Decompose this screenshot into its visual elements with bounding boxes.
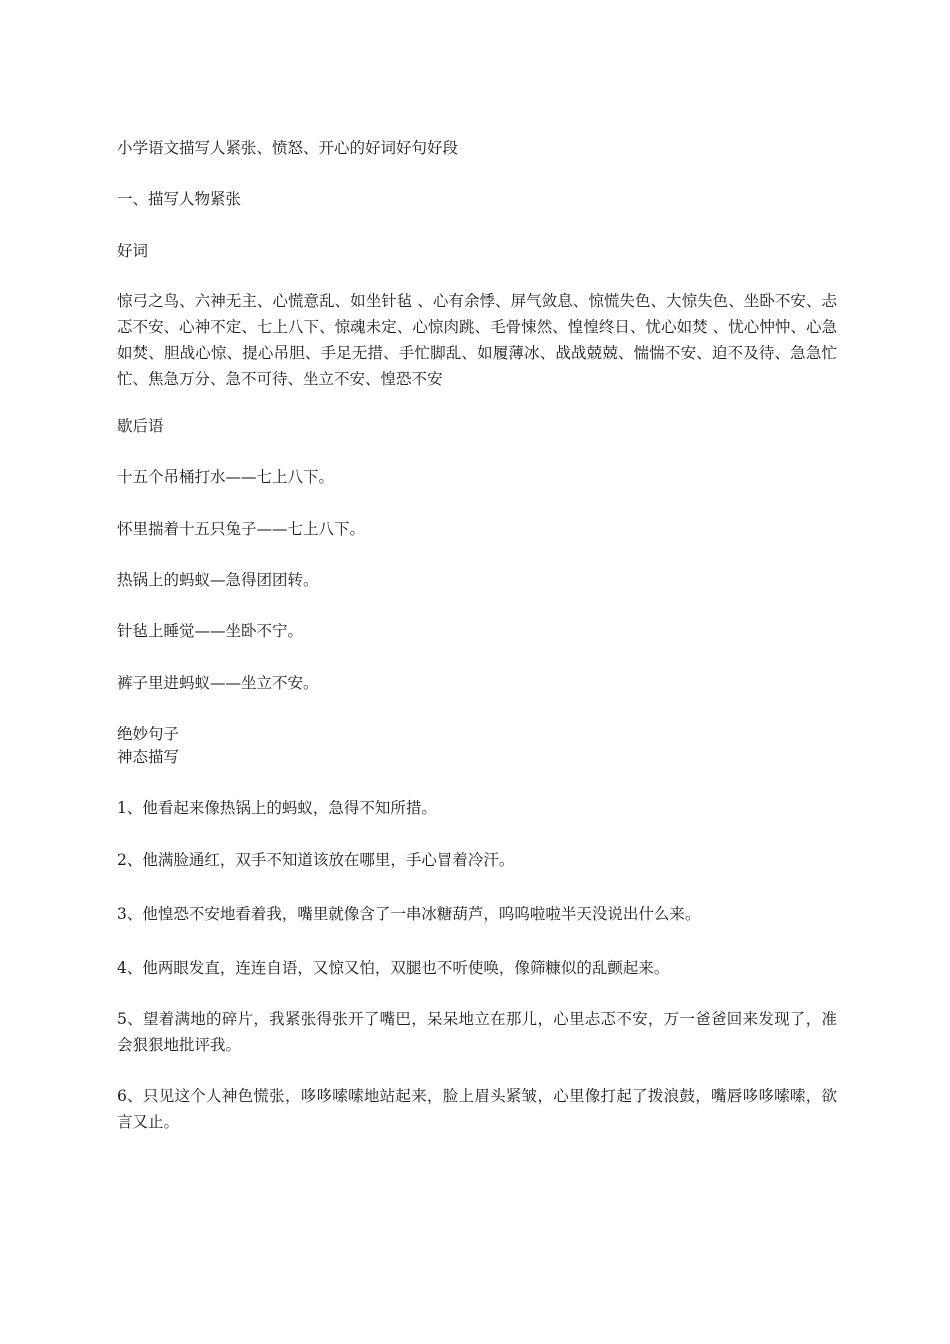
good-words-heading: 好词 bbox=[117, 242, 149, 260]
document-title: 小学语文描写人紧张、愤怒、开心的好词好句好段 bbox=[117, 139, 459, 157]
xiehouyu-item: 热锅上的蚂蚁—急得团团转。 bbox=[117, 571, 319, 589]
xiehouyu-item: 十五个吊桶打水——七上八下。 bbox=[117, 468, 335, 486]
xiehouyu-heading: 歇后语 bbox=[117, 417, 164, 435]
good-words-paragraph: 惊弓之鸟、六神无主、心慌意乱、如坐针毡 、心有余悸、屏气敛息、惊慌失色、大惊失色、坐卧不安、忐忑不安、心神不定、七上八下、惊魂未定、心惊肉跳、毛骨悚然、惶惶终日、忧心如焚 、忧心忡忡、心急如焚、胆战心惊、提心吊胆、手足无措、手忙脚乱、如履薄冰、战战兢兢、惴惴不安、迫不及待、急急忙忙、焦急万分、急不可待、坐立不安、惶恐不安 bbox=[117, 292, 837, 388]
sentence-item: 3、他惶恐不安地看着我，嘴里就像含了一串冰糖葫芦，呜呜啦啦半天没说出什么来。 bbox=[117, 905, 701, 923]
sentence-item: 1、他看起来像热锅上的蚂蚁，急得不知所措。 bbox=[117, 799, 437, 817]
sentence-item: 4、他两眼发直，连连自语，又惊又怕，双腿也不听使唤，像筛糠似的乱颤起来。 bbox=[117, 959, 670, 977]
sentences-heading: 绝妙句子 bbox=[117, 725, 180, 743]
xiehouyu-item: 怀里揣着十五只兔子——七上八下。 bbox=[117, 520, 366, 538]
xiehouyu-item: 针毡上睡觉——坐卧不宁。 bbox=[117, 622, 304, 640]
sentence-item: 2、他满脸通红，双手不知道该放在哪里，手心冒着冷汗。 bbox=[117, 851, 515, 869]
section-heading-nervous: 一、描写人物紧张 bbox=[117, 190, 242, 208]
expression-heading: 神态描写 bbox=[117, 748, 180, 766]
sentence-item: 5、望着满地的碎片，我紧张得张开了嘴巴，呆呆地立在那儿，心里忐忑不安，万一爸爸回来发现了，准会狠狠地批评我。 bbox=[117, 1010, 837, 1054]
sentence-item: 6、只见这个人神色慌张，哆哆嗦嗦地站起来，脸上眉头紧皱，心里像打起了拨浪鼓，嘴唇哆哆嗦嗦，欲言又止。 bbox=[117, 1087, 837, 1131]
xiehouyu-item: 裤子里进蚂蚁——坐立不安。 bbox=[117, 674, 319, 692]
